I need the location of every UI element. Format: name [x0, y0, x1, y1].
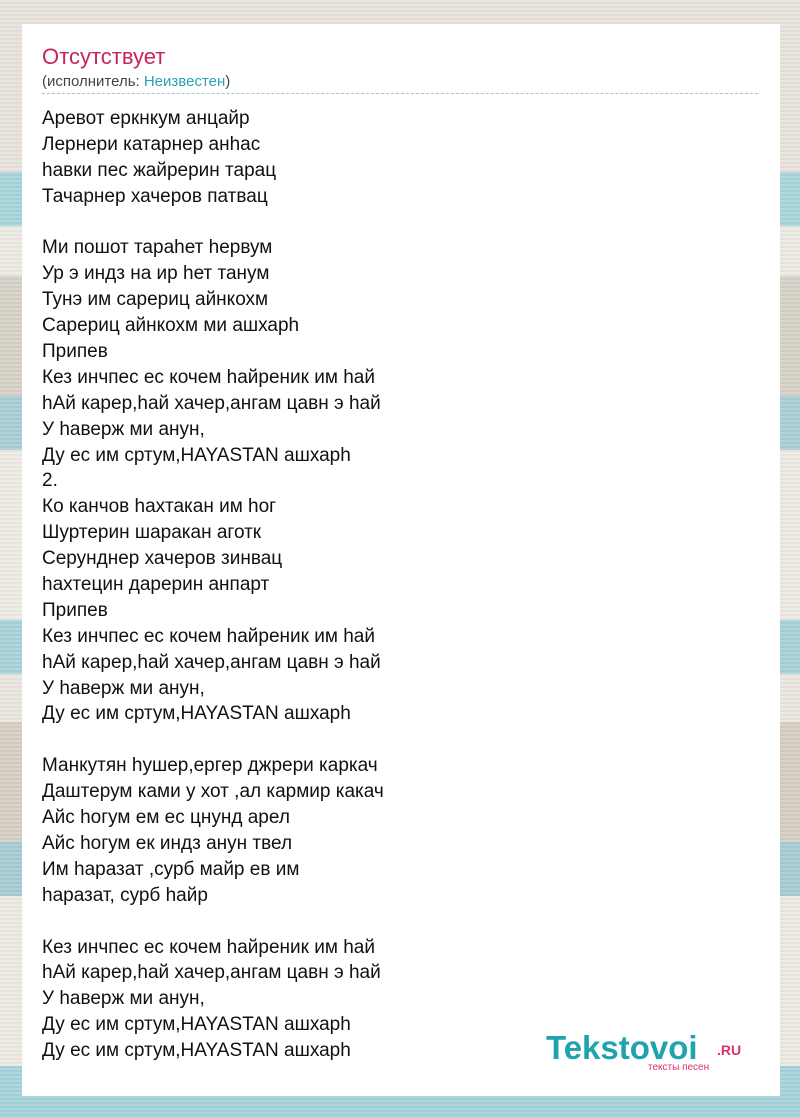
lyric-blank-line: [42, 210, 758, 236]
lyric-line: Лернери катарнер анhас: [42, 133, 261, 155]
lyric-line: У hаверж ми анун,: [42, 988, 205, 1010]
artist-label: (исполнитель:: [42, 73, 144, 90]
lyric-line: Серунднер хачеров зинвац: [42, 548, 283, 570]
logo-tld: .RU: [717, 1042, 742, 1058]
lyric-line: hАй карер,hай хачер,ангам цавн э hай: [42, 651, 381, 673]
lyric-line: hаразат, сурб hайр: [42, 884, 208, 906]
lyric-line: Припев: [42, 599, 108, 621]
lyric-line: Аревот еркнкум анцайр: [42, 108, 250, 129]
lyric-line: hавки пес жайрерин тарац: [42, 159, 277, 181]
lyrics-card: [22, 24, 780, 1096]
artist-close: ): [225, 73, 231, 90]
lyric-line: 2.: [42, 470, 58, 492]
lyric-blank-line: [42, 727, 758, 753]
lyric-line: Кез инчпес ес кочем hайреник им hай: [42, 625, 375, 647]
header-divider: [42, 93, 758, 94]
lyric-line: Ду ес им сртум,HAYASTAN ашхарh: [42, 1014, 351, 1036]
lyric-blank-line: [42, 909, 758, 935]
lyric-line: Даштерум ками у хот ,ал кармир какач: [42, 781, 384, 803]
lyric-line: Тачарнер хачеров патвац: [42, 185, 268, 207]
lyric-line: hахтецин дарерин анпарт: [42, 574, 270, 596]
lyrics-body: [42, 106, 758, 1064]
lyric-line: Тунэ им сарериц айнкохм: [42, 289, 269, 311]
lyric-line: Им hаразат ,сурб майр ев им: [42, 858, 300, 880]
logo-tagline: тексты песен: [648, 1062, 710, 1073]
lyric-line: Припев: [42, 341, 108, 363]
song-title: Отсутствует: [42, 44, 166, 69]
lyric-line: Айс hогум ек индз анун твел: [42, 832, 293, 854]
lyric-line: Шуртерин шаракан аготк: [42, 522, 262, 544]
site-logo[interactable]: [546, 1029, 746, 1073]
lyric-line: Ду ес им сртум,HAYASTAN ашхарh: [42, 703, 351, 725]
lyric-line: hАй карер,hай хачер,ангам цавн э hай: [42, 392, 381, 414]
lyric-line: Ду ес им сртум,HAYASTAN ашхарh: [42, 1040, 351, 1062]
lyric-line: Кез инчпес ес кочем hайреник им hай: [42, 366, 375, 388]
lyric-line: У hаверж ми анун,: [42, 418, 205, 440]
lyric-line: Кез инчпес ес кочем hайреник им hай: [42, 936, 375, 958]
lyric-line: Ду ес им сртум,HAYASTAN ашхарh: [42, 444, 351, 466]
lyric-line: Сарериц айнкохм ми ашхарh: [42, 315, 300, 337]
lyric-line: Ур э индз на ир hет танум: [42, 263, 270, 285]
lyric-line: Ко канчов hахтакан им hог: [42, 496, 277, 518]
lyric-line: hАй карер,hай хачер,ангам цавн э hай: [42, 962, 381, 984]
artist-line: [42, 73, 230, 91]
lyric-line: Ми пошот тараhет hервум: [42, 237, 273, 259]
lyric-line: Манкутян hушер,ергер джрери каркач: [42, 755, 378, 777]
lyric-line: У hаверж ми анун,: [42, 677, 205, 699]
artist-name-link[interactable]: Неизвестен: [143, 73, 226, 90]
lyric-line: Айс hогум ем ес цнунд арел: [42, 807, 290, 829]
logo-wordmark: Tekstovoi: [546, 1029, 698, 1066]
